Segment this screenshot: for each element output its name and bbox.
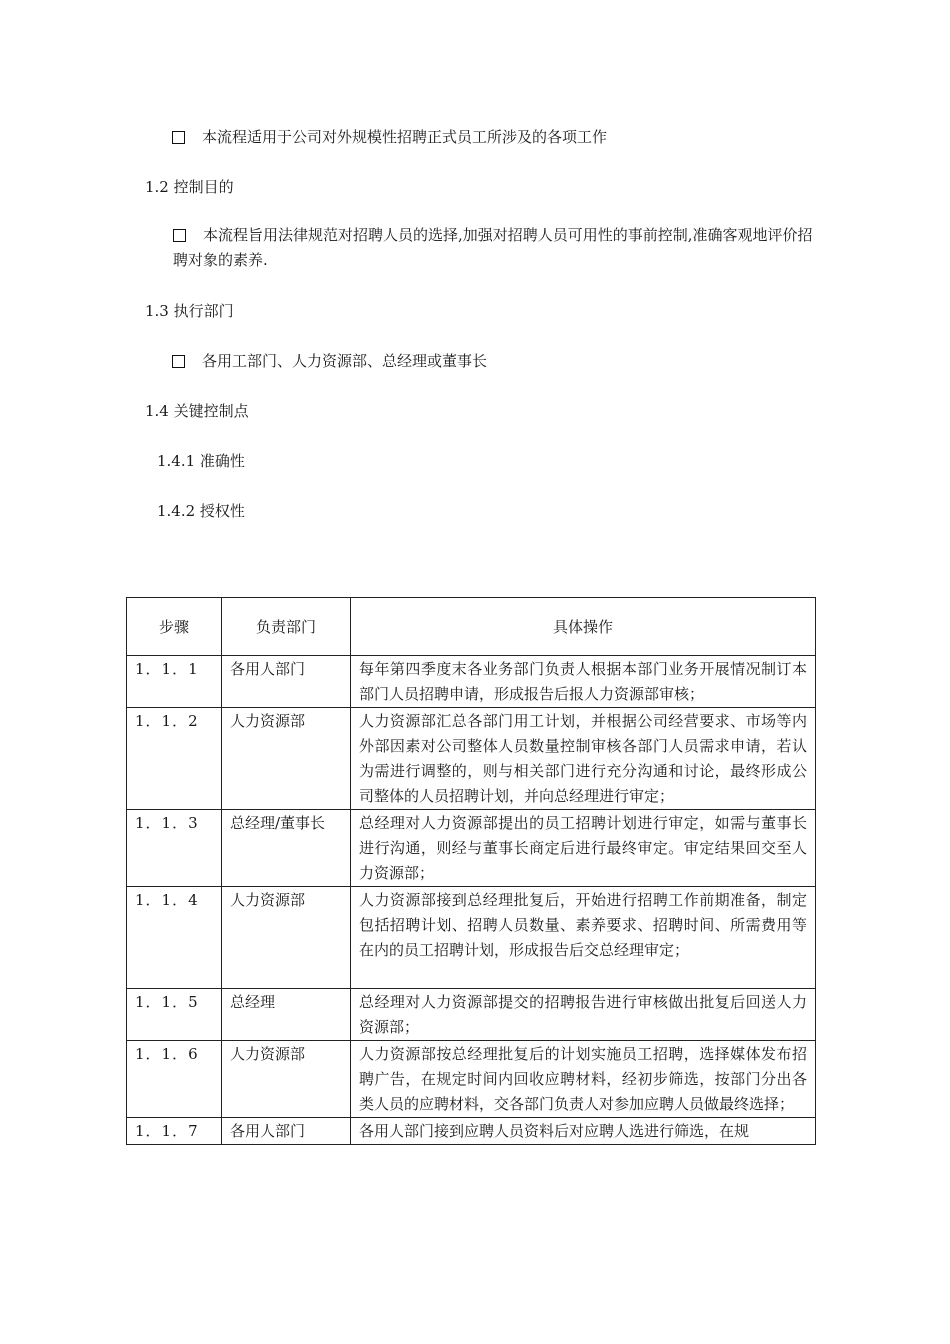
dept-cell: 人力资源部 [222, 887, 351, 989]
step-cell: 1．1．1 [127, 656, 222, 708]
table-row [127, 1041, 816, 1118]
operation-cell: 总经理对人力资源部提交的招聘报告进行审核做出批复后回送人力资源部； [351, 989, 816, 1041]
table-row [127, 989, 816, 1041]
heading-1-3: 1.3 执行部门 [145, 302, 234, 320]
operation-cell: 人力资源部汇总各部门用工计划，并根据公司经营要求、市场等内外部因素对公司整体人员数量控制审核各部门人员需求申请，若认为需进行调整的，则与相关部门进行充分沟通和讨论，最终形成公司整体的人员招聘计划，并向总经理进行审定； [351, 708, 816, 810]
checkbox-bullet-icon [173, 229, 186, 242]
dept-cell: 各用人部门 [222, 656, 351, 708]
step-cell: 1．1．5 [127, 989, 222, 1041]
dept-cell: 人力资源部 [222, 1041, 351, 1118]
heading-1-4: 1.4 关键控制点 [145, 402, 249, 420]
table-row [127, 887, 816, 989]
operation-cell: 各用人部门接到应聘人员资料后对应聘人选进行筛选，在规 [351, 1118, 816, 1145]
header-step: 步骤 [127, 598, 222, 656]
heading-1-4-2: 1.4.2 授权性 [157, 502, 245, 520]
header-dept: 负责部门 [222, 598, 351, 656]
table-row [127, 810, 816, 887]
step-cell: 1．1．6 [127, 1041, 222, 1118]
step-cell: 1．1．3 [127, 810, 222, 887]
dept-item [172, 351, 487, 371]
dept-cell: 总经理 [222, 989, 351, 1041]
table-row [127, 1118, 816, 1145]
step-cell: 1．1．7 [127, 1118, 222, 1145]
checkbox-bullet-icon [172, 131, 185, 144]
table-row [127, 708, 816, 810]
operation-cell: 每年第四季度末各业务部门负责人根据本部门业务开展情况制订本部门人员招聘申请，形成报告后报人力资源部审核； [351, 656, 816, 708]
scope-item [172, 127, 607, 147]
heading-1-4-1: 1.4.1 准确性 [157, 452, 245, 470]
operation-cell: 总经理对人力资源部提出的员工招聘计划进行审定，如需与董事长进行沟通，则经与董事长商定后进行最终审定。审定结果回交至人力资源部； [351, 810, 816, 887]
purpose-text: 本流程旨用法律规范对招聘人员的选择,加强对招聘人员可用性的事前控制,准确客观地评价招聘对象的素养. [173, 226, 813, 269]
step-cell: 1．1．4 [127, 887, 222, 989]
purpose-item [145, 223, 815, 273]
checkbox-bullet-icon [172, 355, 185, 368]
scope-text: 本流程适用于公司对外规模性招聘正式员工所涉及的各项工作 [202, 128, 608, 146]
operation-cell: 人力资源部接到总经理批复后，开始进行招聘工作前期准备，制定包括招聘计划、招聘人员数量、素养要求、招聘时间、所需费用等在内的员工招聘计划，形成报告后交总经理审定； [351, 887, 816, 989]
header-operation: 具体操作 [351, 598, 816, 656]
dept-cell: 各用人部门 [222, 1118, 351, 1145]
recruitment-steps-table [126, 597, 816, 1145]
operation-cell: 人力资源部按总经理批复后的计划实施员工招聘，选择媒体发布招聘广告，在规定时间内回收应聘材料，经初步筛选，按部门分出各类人员的应聘材料，交各部门负责人对参加应聘人员做最终选择； [351, 1041, 816, 1118]
table-header-row [127, 598, 816, 656]
dept-cell: 总经理/董事长 [222, 810, 351, 887]
table-row [127, 656, 816, 708]
heading-1-2: 1.2 控制目的 [145, 178, 234, 196]
step-cell: 1．1．2 [127, 708, 222, 810]
dept-cell: 人力资源部 [222, 708, 351, 810]
dept-text: 各用工部门、人力资源部、总经理或董事长 [202, 352, 488, 370]
